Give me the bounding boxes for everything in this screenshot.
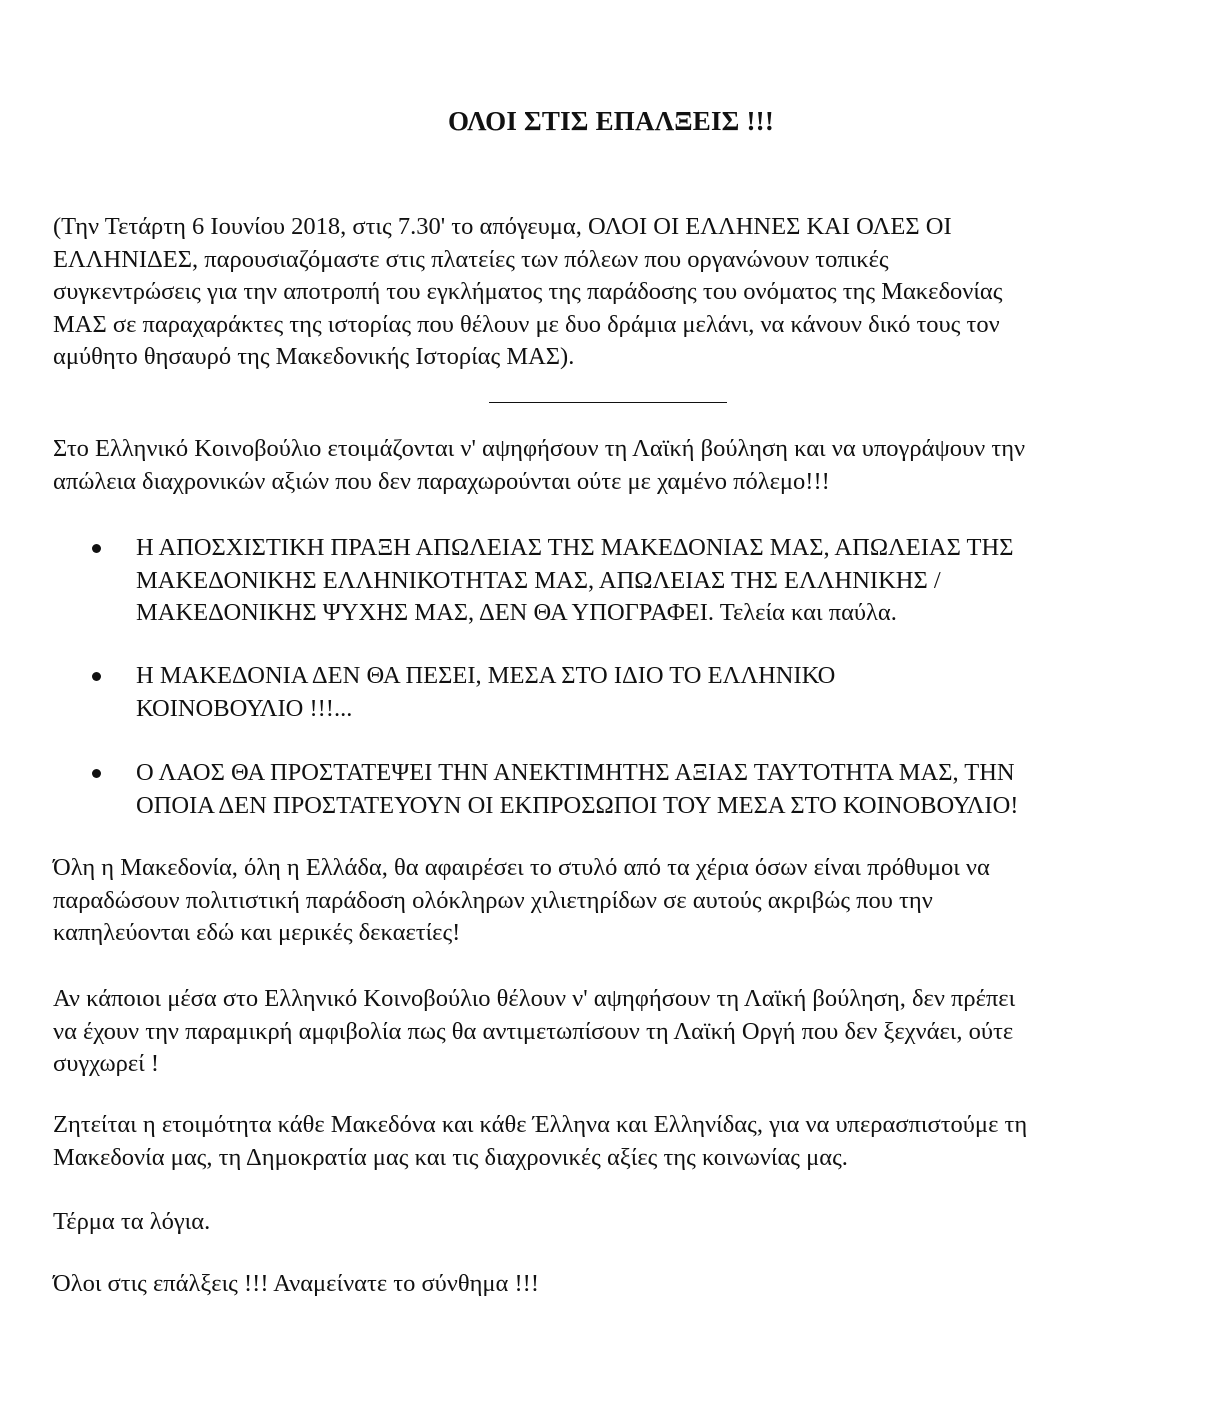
bullet-item (136, 660, 1176, 725)
parliament-paragraph (53, 433, 1173, 498)
bullet-line: Η ΑΠΟΣΧΙΣΤΙΚΗ ΠΡΑΞΗ ΑΠΩΛΕΙΑΣ ΤΗΣ ΜΑΚΕΔΟΝΙΑΣ ΜΑΣ, ΑΠΩΛΕΙΑΣ ΤΗΣ (136, 534, 1014, 561)
bullet-line: Ο ΛΑΟΣ ΘΑ ΠΡΟΣΤΑΤΕΨΕΙ ΤΗΝ ΑΝΕΚΤΙΜΗΤΗΣ ΑΞΙΑΣ ΤΑΥΤΟΤΗΤΑ ΜΑΣ, ΤΗΝ (136, 759, 1015, 786)
parliament-line: Στο Ελληνικό Κοινοβούλιο ετοιμάζονται ν' αψηφήσουν τη Λαϊκή βούληση και να υπογράψουν την (53, 435, 1026, 462)
bullet-item (136, 757, 1176, 822)
macedonia-line: Όλη η Μακεδονία, όλη η Ελλάδα, θα αφαιρέσει το στυλό από τα χέρια όσων είναι πρόθυμοι να (53, 854, 990, 881)
closing-words: Τέρμα τα λόγια. (53, 1208, 211, 1235)
macedonia-paragraph (53, 852, 1173, 950)
intro-line: ΜΑΣ σε παραχαράκτες της ιστορίας που θέλουν με δυο δράμια μελάνι, να κάνουν δικό τους τον (53, 310, 1000, 338)
bullet-line: ΜΑΚΕΔΟΝΙΚΗΣ ΨΥΧΗΣ ΜΑΣ, ΔΕΝ ΘΑ ΥΠΟΓΡΑΦΕΙ. Τελεία και παύλα. (136, 599, 897, 626)
readiness-line: Ζητείται η ετοιμότητα κάθε Μακεδόνα και κάθε Έλληνα και Ελληνίδας, για να υπερασπιστούμε τη (53, 1111, 1028, 1138)
macedonia-line: παραδώσουν πολιτιστική παράδοση ολόκληρων χιλιετηρίδων σε αυτούς ακριβώς που την (53, 886, 933, 914)
final-call: Όλοι στις επάλξεις !!! Αναμείνατε το σύνθημα !!! (53, 1270, 539, 1297)
warning-line: Αν κάποιοι μέσα στο Ελληνικό Κοινοβούλιο θέλουν ν' αψηφήσουν τη Λαϊκή βούληση, δεν πρέπει (53, 985, 1016, 1012)
bullet-dot-icon (92, 672, 101, 681)
readiness-line: Μακεδονία μας, τη Δημοκρατία μας και τις διαχρονικές αξίες της κοινωνίας μας. (53, 1143, 848, 1171)
bullet-line: Η ΜΑΚΕΔΟΝΙΑ ΔΕΝ ΘΑ ΠΕΣΕΙ, ΜΕΣΑ ΣΤΟ ΙΔΙΟ ΤΟ ΕΛΛΗΝΙΚΟ (136, 662, 836, 689)
bullet-line: ΟΠΟΙΑ ΔΕΝ ΠΡΟΣΤΑΤΕΥΟΥΝ ΟΙ ΕΚΠΡΟΣΩΠΟΙ ΤΟΥ ΜΕΣΑ ΣΤΟ ΚΟΙΝΟΒΟΥΛΙΟ! (136, 791, 1019, 819)
intro-line: αμύθητο θησαυρό της Μακεδονικής Ιστορίας ΜΑΣ). (53, 343, 575, 370)
bullet-dot-icon (92, 769, 101, 778)
intro-line: ΕΛΛΗΝΙΔΕΣ, παρουσιαζόμαστε στις πλατείες των πόλεων που οργανώνουν τοπικές (53, 245, 889, 273)
intro-line: (Την Τετάρτη 6 Ιουνίου 2018, στις 7.30' το απόγευμα, ΟΛΟΙ ΟΙ ΕΛΛΗΝΕΣ ΚΑΙ ΟΛΕΣ ΟΙ (53, 213, 952, 240)
intro-paragraph (53, 211, 1173, 374)
readiness-paragraph (53, 1109, 1173, 1174)
separator-line (489, 402, 727, 403)
warning-line: να έχουν την παραμικρή αμφιβολία πως θα αντιμετωπίσουν τη Λαϊκή Οργή που δεν ξεχνάει, ούτε (53, 1017, 1014, 1045)
parliament-line: απώλεια διαχρονικών αξιών που δεν παραχωρούνται ούτε με χαμένο πόλεμο!!! (53, 467, 830, 495)
warning-paragraph (53, 983, 1173, 1081)
intro-line: συγκεντρώσεις για την αποτροπή του εγκλήματος της παράδοσης του ονόματος της Μακεδονίας (53, 278, 1003, 305)
macedonia-line: καπηλεύονται εδώ και μερικές δεκαετίες! (53, 919, 461, 946)
bullet-line: ΚΟΙΝΟΒΟΥΛΙΟ !!!... (136, 694, 353, 722)
bullet-item (136, 532, 1176, 630)
bullet-line: ΜΑΚΕΔΟΝΙΚΗΣ ΕΛΛΗΝΙΚΟΤΗΤΑΣ ΜΑΣ, ΑΠΩΛΕΙΑΣ ΤΗΣ ΕΛΛΗΝΙΚΗΣ / (136, 566, 941, 594)
document-title: ΟΛΟΙ ΣΤΙΣ ΕΠΑΛΞΕΙΣ !!! (447, 106, 775, 136)
bullet-dot-icon (92, 544, 101, 553)
warning-line: συγχωρεί ! (53, 1050, 160, 1077)
